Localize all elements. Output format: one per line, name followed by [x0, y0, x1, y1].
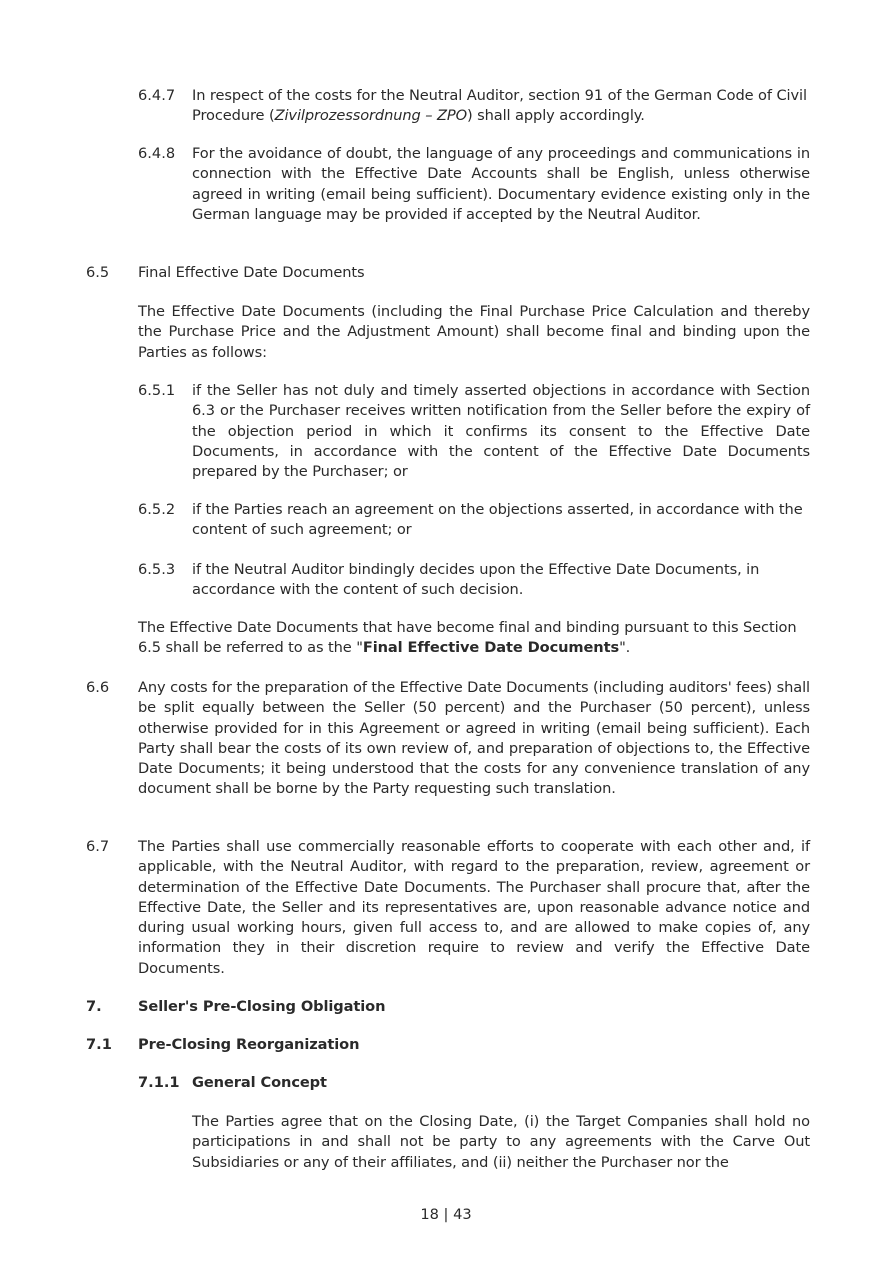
- section-6-5-closing: [138, 618, 810, 659]
- text-part: In respect of the costs for the Neutral Auditor, section 91 of the German Code of Civil Procedure (: [192, 87, 807, 125]
- section-number-7-1: 7.1: [86, 1036, 112, 1053]
- section-7-1-title: Pre-Closing Reorganization: [138, 1036, 360, 1053]
- defined-term: Final Effective Date Documents: [362, 639, 620, 657]
- section-6-6-text: Any costs for the preparation of the Effective Date Documents (including auditors' fees) shall be split equally between the Seller (50 percent) and the Purchaser (50 percent), unless otherwise provided for in this Agreement or agreed in writing (email being sufficient). Each Party shall bear the costs of its own review of, and preparation of objections to, the Effective Date Documents; it being understood that the costs for any convenience translation of any document shall be borne by the Party requesting such translation.: [138, 679, 810, 798]
- section-6-5-intro: The Effective Date Documents (including the Final Purchase Price Calculation and thereby the Purchase Price and the Adjustment Amount) shall become final and binding upon the Parties as follows:: [138, 303, 810, 361]
- italic-term: Zivilprozessordnung – ZPO: [274, 107, 467, 125]
- section-number-7: 7.: [86, 998, 102, 1015]
- section-7-1-1-title: General Concept: [192, 1074, 327, 1091]
- section-number-6-4-7: 6.4.7: [138, 87, 176, 104]
- section-number-6-4-8: 6.4.8: [138, 145, 176, 162]
- section-6-5-3-text: if the Neutral Auditor bindingly decides upon the Effective Date Documents, in accordance with the content of such decision.: [192, 561, 760, 599]
- section-number-6-6: 6.6: [86, 679, 110, 696]
- text-part: ) shall apply accordingly.: [466, 107, 645, 125]
- section-6-7-text: The Parties shall use commercially reasonable efforts to cooperate with each other and, if applicable, with the Neutral Auditor, with regard to the preparation, review, agreement or determination of the Effective Date Documents. The Purchaser shall procure that, after the Effective Date, the Seller and its representatives are, upon reasonable advance notice and during usual working hours, given full access to, and are allowed to make copies of, any information they in their discretion require to review and verify the Effective Date Documents.: [138, 838, 810, 977]
- section-6-4-8-text: For the avoidance of doubt, the language of any proceedings and communications in connection with the Effective Date Accounts shall be English, unless otherwise agreed in writing (email being sufficient). Documentary evidence existing only in the German language may be provided if accepted by the Neutral Auditor.: [192, 145, 810, 223]
- page-number: 18 | 43: [420, 1206, 472, 1223]
- section-number-6-5-1: 6.5.1: [138, 382, 176, 399]
- text-part: ".: [619, 639, 631, 657]
- section-number-6-5-3: 6.5.3: [138, 561, 176, 578]
- section-number-7-1-1: 7.1.1: [138, 1074, 180, 1091]
- section-6-5-title: Final Effective Date Documents: [138, 264, 365, 281]
- section-6-5-1-text: if the Seller has not duly and timely asserted objections in accordance with Section 6.3 or the Purchaser receives written notification from the Seller before the expiry of the objection period in which it confirms its consent to the Effective Date Documents, in accordance with the content of the Effective Date Documents prepared by the Purchaser; or: [192, 382, 810, 481]
- section-number-6-5-2: 6.5.2: [138, 501, 176, 518]
- section-6-4-7-text: [192, 86, 810, 127]
- section-6-5-2-text: if the Parties reach an agreement on the objections asserted, in accordance with the content of such agreement; or: [192, 501, 803, 539]
- section-number-6-7: 6.7: [86, 838, 110, 855]
- section-7-title: Seller's Pre-Closing Obligation: [138, 998, 386, 1015]
- section-number-6-5: 6.5: [86, 264, 110, 281]
- text-part: The Effective Date Documents that have become final and binding pursuant to this Section 6.5 shall be referred to as the ": [138, 619, 797, 657]
- section-7-1-1-text: The Parties agree that on the Closing Date, (i) the Target Companies shall hold no participations in and shall not be party to any agreements with the Carve Out Subsidiaries or any of their affiliates, and (ii) neither the Purchaser nor the: [192, 1113, 810, 1171]
